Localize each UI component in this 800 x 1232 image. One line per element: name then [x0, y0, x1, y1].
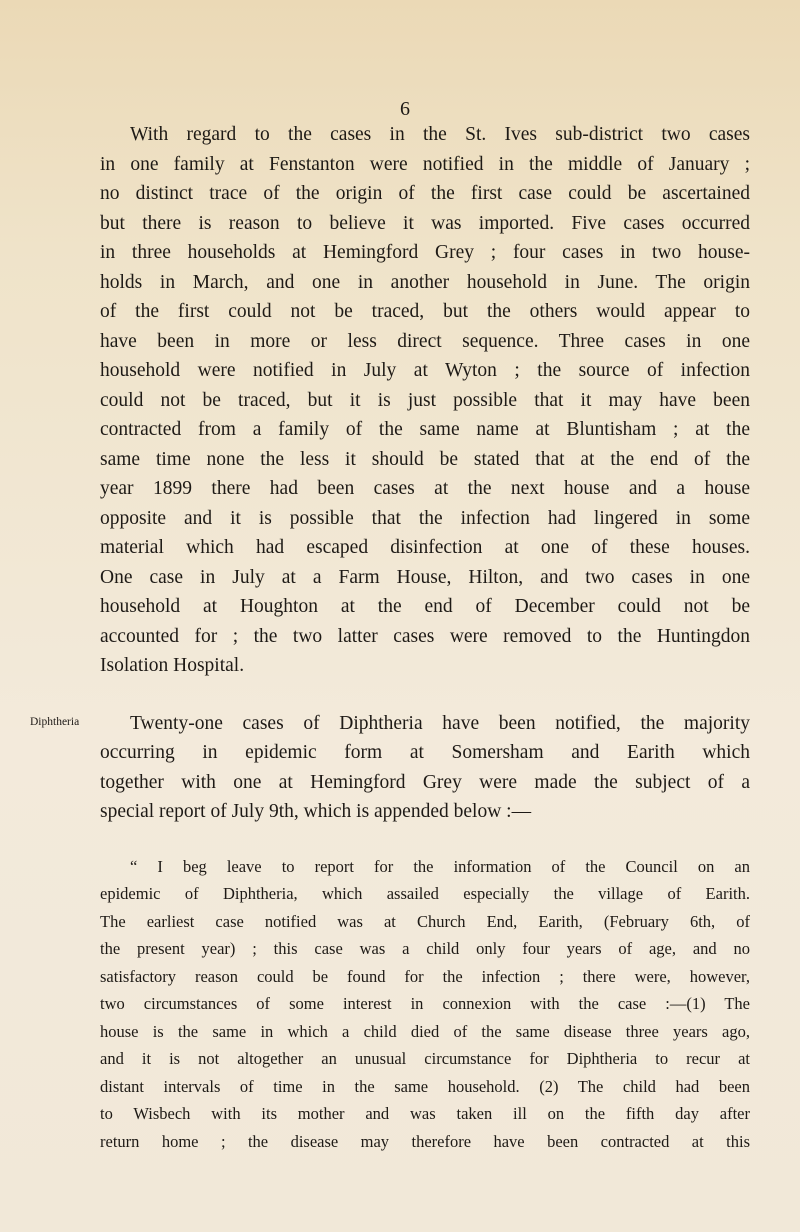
margin-note: Diphtheria [30, 715, 80, 728]
text-line: but there is reason to believe it was imported. Five cases occurred [100, 212, 750, 234]
text-line: the present year) ; this case was a child only four years of age, and no [100, 939, 750, 958]
text-line: in one family at Fenstanton were notified in the middle of January ; [100, 153, 750, 175]
text-line: material which had escaped disinfection at one of these houses. [100, 537, 750, 558]
text-line: household were notified in July at Wyton ; the source of infection [100, 360, 750, 381]
text-line: together with one at Hemingford Grey were made the subject of a [100, 771, 750, 793]
text-line: holds in March, and one in another household in June. The origin [100, 271, 750, 293]
text-line: to Wisbech with its mother and was taken ill on the fifth day after [100, 1104, 750, 1123]
text-line: no distinct trace of the origin of the first case could be ascertained [100, 183, 750, 204]
text-line: of the first could not be traced, but the others would appear to [100, 301, 750, 322]
text-line: opposite and it is possible that the infection had lingered in some [100, 507, 750, 529]
paragraph-diphtheria [30, 709, 750, 827]
text-line: house is the same in which a child died of the same disease three years ago, [100, 1021, 750, 1041]
text-line: and it is not altogether an unusual circumstance for Diphtheria to recur at [100, 1049, 750, 1068]
text-line: satisfactory reason could be found for the infection ; there were, however, [100, 966, 750, 986]
text-line: could not be traced, but it is just possible that it may have been [100, 389, 750, 411]
text-line: accounted for ; the two latter cases were removed to the Huntingdon [100, 625, 750, 647]
text-line: distant intervals of time in the same household. (2) The child had been [100, 1076, 750, 1096]
text-line: special report of July 9th, which is appended below :— [100, 801, 532, 822]
text-line: Twenty-one cases of Diphtheria have been notified, the majority [130, 712, 750, 734]
text-line: in three households at Hemingford Grey ; four cases in two house- [100, 242, 750, 263]
text-line: “ I beg leave to report for the information of the Council on an [130, 856, 750, 876]
text-line: return home ; the disease may therefore have been contracted at this [100, 1131, 750, 1151]
page-number: 6 [400, 98, 410, 120]
text-line: contracted from a family of the same name at Bluntisham ; at the [100, 419, 750, 440]
text-line: year 1899 there had been cases at the next house and a house [100, 478, 750, 499]
text-line: have been in more or less direct sequence. Three cases in one [100, 330, 750, 352]
text-line: With regard to the cases in the St. Ives sub-district two cases [130, 124, 750, 145]
text-line: two circumstances of some interest in connexion with the case :—(1) The [100, 994, 750, 1013]
paragraph-st-ives [100, 120, 750, 681]
text-line: household at Houghton at the end of December could not be [100, 596, 750, 617]
page-body [30, 120, 750, 1155]
paragraph-report-quote [100, 853, 750, 1156]
text-line: Isolation Hospital. [100, 655, 245, 676]
text-line: The earliest case notified was at Church End, Earith, (February 6th, of [100, 911, 750, 931]
text-line: epidemic of Diphtheria, which assailed especially the village of Earith. [100, 884, 750, 903]
text-line: same time none the less it should be stated that at the end of the [100, 448, 750, 470]
text-line: One case in July at a Farm House, Hilton, and two cases in one [100, 566, 750, 588]
text-line: occurring in epidemic form at Somersham and Earith which [100, 742, 750, 763]
